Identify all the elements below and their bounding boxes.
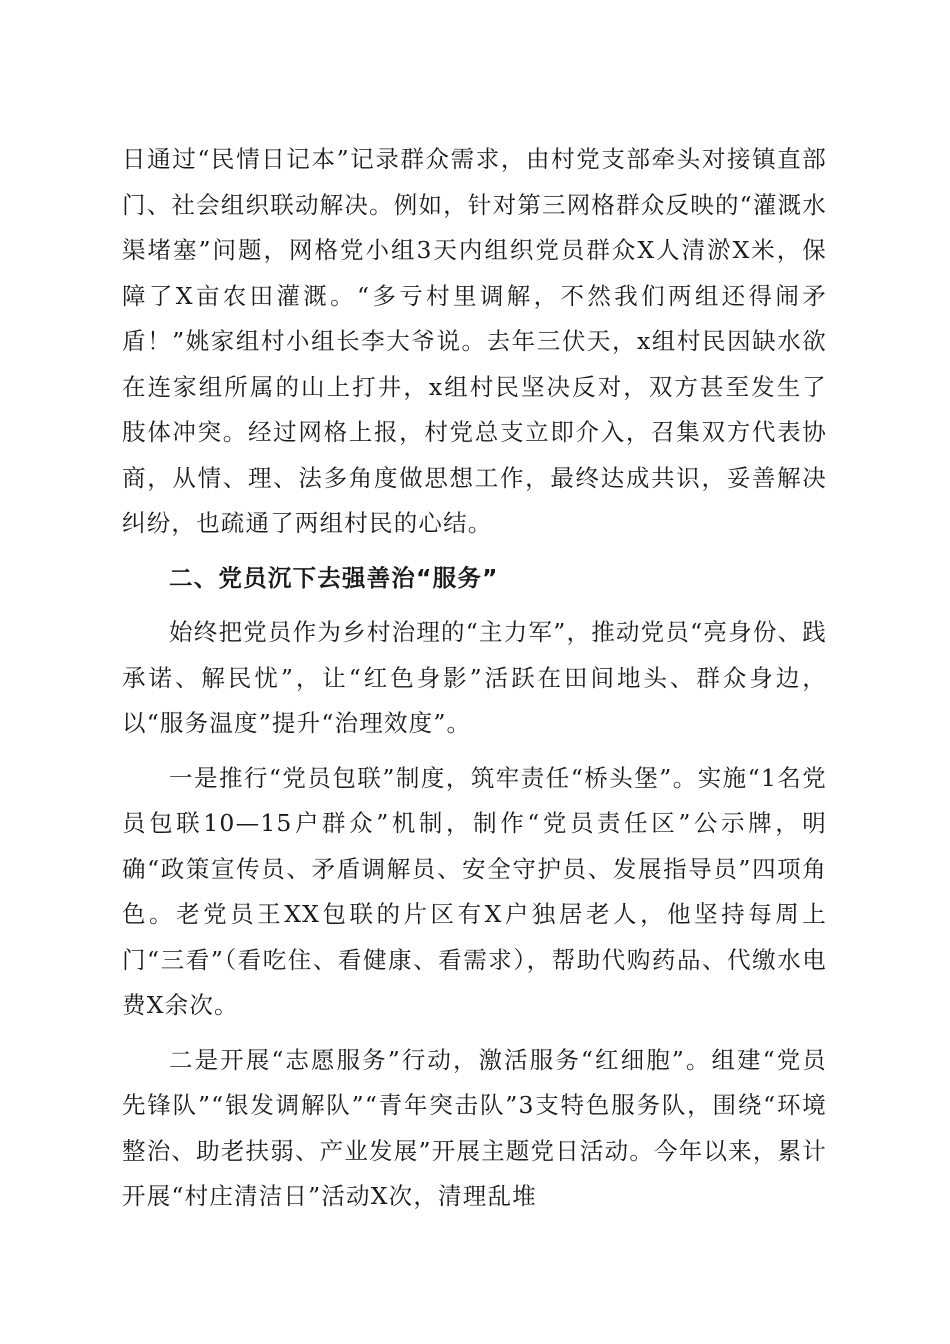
paragraph-intro: 始终把党员作为乡村治理的“主力军”，推动党员“亮身份、践承诺、解民忧”，让“红色身影”活跃在田间地头、群众身边，以“服务温度”提升“治理效度”。 xyxy=(122,618,827,737)
document-body xyxy=(122,137,827,1220)
paragraph-continuation: 日通过“民情日记本”记录群众需求，由村党支部牵头对接镇直部门、社会组织联动解决。例如，针对第三网格群众反映的“灌溉水渠堵塞”问题，网格党小组3天内组织党员群众X人清淤X米，保障了X亩农田灌溉。“多亏村里调解，不然我们两组还得闹矛盾！”姚家组村小组长李大爷说。去年三伏天，x组村民因缺水欲在连家组所属的山上打井，x组村民坚决反对，双方甚至发生了肢体冲突。经过网格上报，村党总支立即介入，召集双方代表协商，从情、理、法多角度做思想工作，最终达成共识，妥善解决纠纷，也疏通了两组村民的心结。 xyxy=(122,145,827,537)
section-heading: 二、党员沉下去强善治“服务” xyxy=(169,563,499,592)
paragraph-gap xyxy=(122,1029,827,1038)
paragraph-item-two: 二是开展“志愿服务”行动，激活服务“红细胞”。组建“党员先锋队”“银发调解队”“青年突击队”3支特色服务队，围绕“环境整治、助老扶弱、产业发展”开展主题党日活动。今年以来，累计开展“村庄清洁日”活动X次，清理乱堆 xyxy=(122,1045,827,1210)
paragraph-gap xyxy=(122,547,827,556)
paragraph-gap xyxy=(122,747,827,756)
paragraph-item-one: 一是推行“党员包联”制度，筑牢责任“桥头堡”。实施“1名党员包联10—15户群众”机制，制作“党员责任区”公示牌，明确“政策宣传员、矛盾调解员、安全守护员、发展指导员”四项角色。老党员王XX包联的片区有X户独居老人，他坚持每周上门“三看”（看吃住、看健康、看需求），帮助代购药品、代缴水电费X余次。 xyxy=(122,763,827,1019)
paragraph-gap xyxy=(122,601,827,610)
